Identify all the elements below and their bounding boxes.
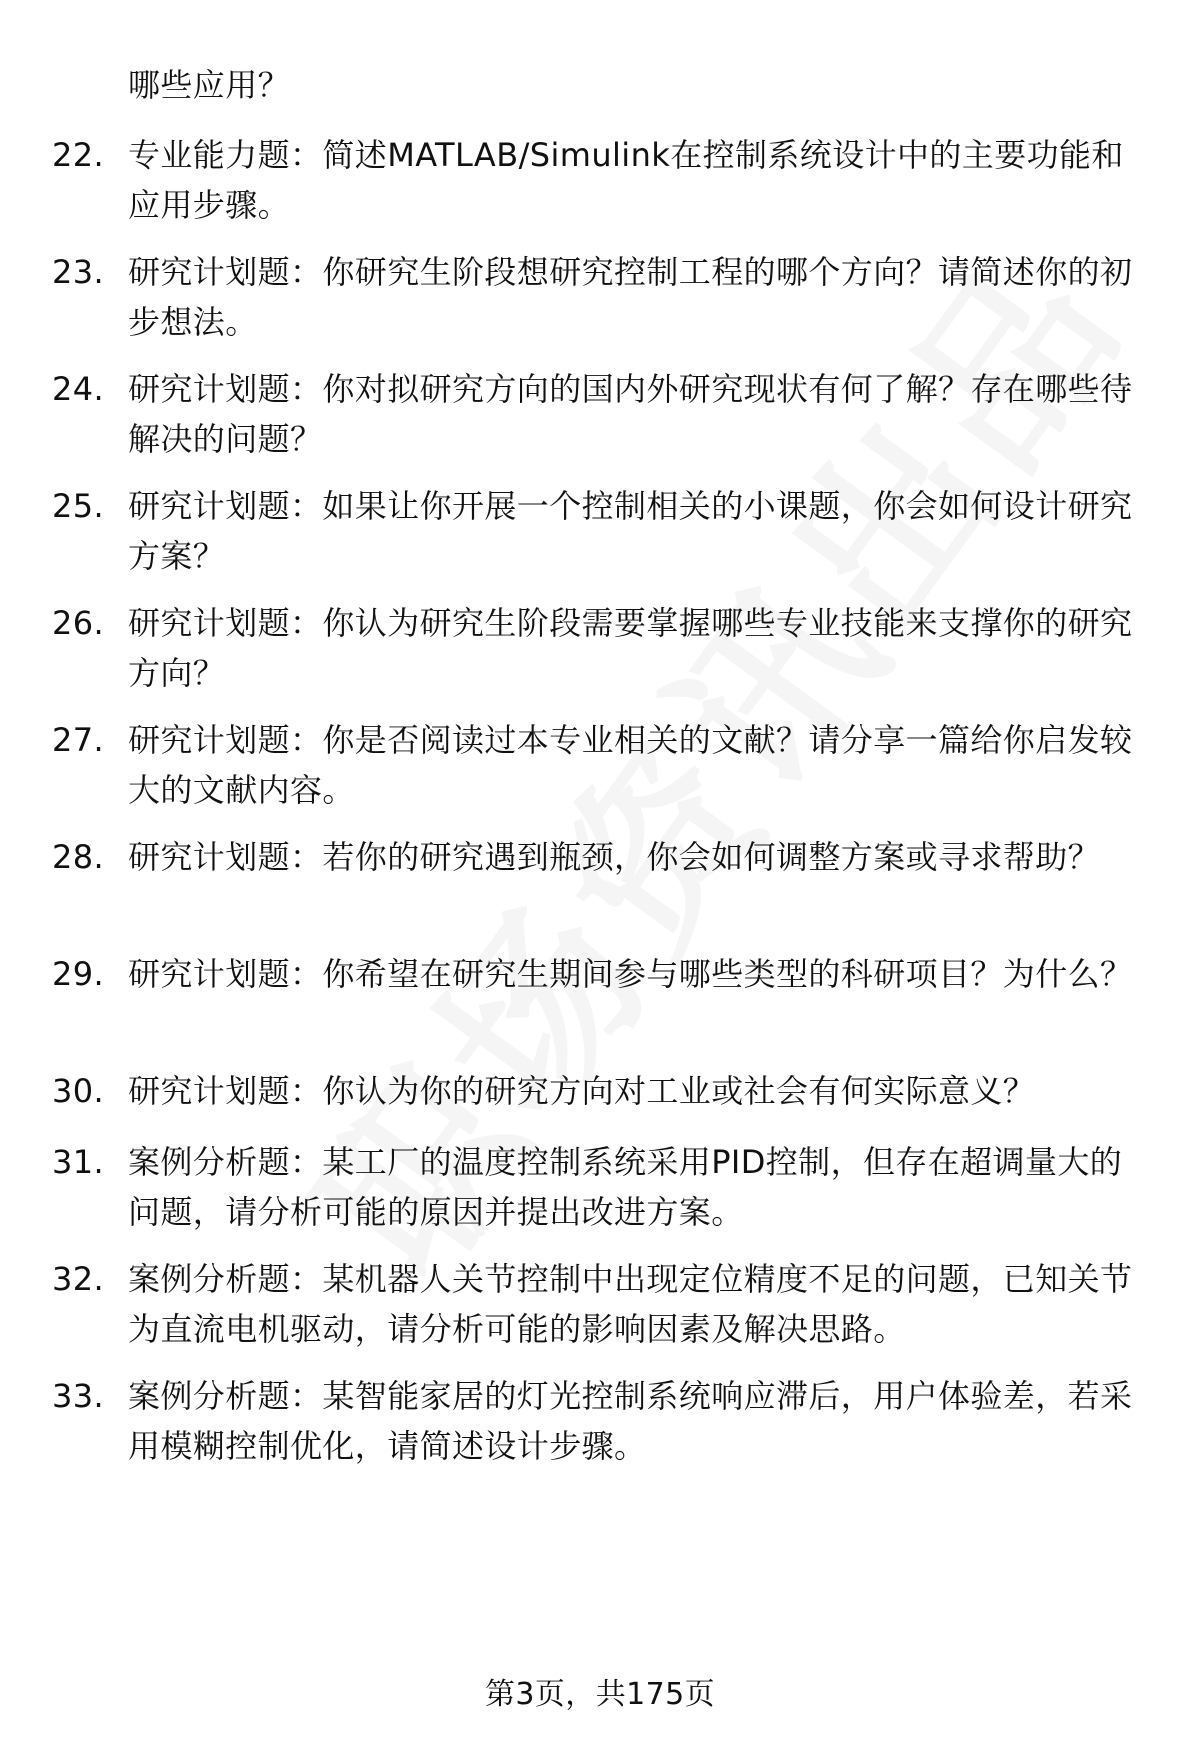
question-number: 30. bbox=[52, 1072, 105, 1110]
question-text: 专业能力题：简述MATLAB/Simulink在控制系统设计中的主要功能和应用步骤。 bbox=[128, 136, 1124, 224]
question-text: 研究计划题：你认为研究生阶段需要掌握哪些专业技能来支撑你的研究方向？ bbox=[128, 604, 1133, 692]
question-text: 案例分析题：某智能家居的灯光控制系统响应滞后，用户体验差，若采用模糊控制优化，请简述设计步骤。 bbox=[128, 1377, 1133, 1465]
question-text: 研究计划题：你认为你的研究方向对工业或社会有何实际意义？ bbox=[128, 1072, 1036, 1110]
page-footer: 第3页，共175页 bbox=[485, 1677, 715, 1712]
question-number: 31. bbox=[52, 1143, 105, 1181]
question-text: 研究计划题：你希望在研究生期间参与哪些类型的科研项目？为什么？ bbox=[128, 955, 1133, 993]
question-number: 33. bbox=[52, 1377, 105, 1415]
question-number: 24. bbox=[52, 370, 105, 408]
question-text: 研究计划题：若你的研究遇到瓶颈，你会如何调整方案或寻求帮助？ bbox=[128, 838, 1101, 876]
question-text: 案例分析题：某机器人关节控制中出现定位精度不足的问题，已知关节为直流电机驱动，请分析可能的影响因素及解决思路。 bbox=[128, 1260, 1133, 1348]
question-text: 研究计划题：你是否阅读过本专业相关的文献？请分享一篇给你启发较大的文献内容。 bbox=[128, 721, 1133, 809]
question-number: 28. bbox=[52, 838, 105, 876]
question-text: 研究计划题：你对拟研究方向的国内外研究现状有何了解？存在哪些待解决的问题？ bbox=[128, 370, 1133, 458]
question-text: 案例分析题：某工厂的温度控制系统采用PID控制，但存在超调量大的问题，请分析可能的原因并提出改进方案。 bbox=[128, 1143, 1123, 1231]
question-number: 32. bbox=[52, 1260, 105, 1298]
question-number: 27. bbox=[52, 721, 105, 759]
continued-question-text: 哪些应用？ bbox=[128, 66, 291, 104]
question-number: 22. bbox=[52, 136, 105, 174]
question-number: 25. bbox=[52, 487, 105, 525]
question-number: 26. bbox=[52, 604, 105, 642]
question-number: 23. bbox=[52, 253, 105, 291]
question-number: 29. bbox=[52, 955, 105, 993]
question-text: 研究计划题：你研究生阶段想研究控制工程的哪个方向？请简述你的初步想法。 bbox=[128, 253, 1133, 341]
question-text: 研究计划题：如果让你开展一个控制相关的小课题，你会如何设计研究方案？ bbox=[128, 487, 1133, 575]
